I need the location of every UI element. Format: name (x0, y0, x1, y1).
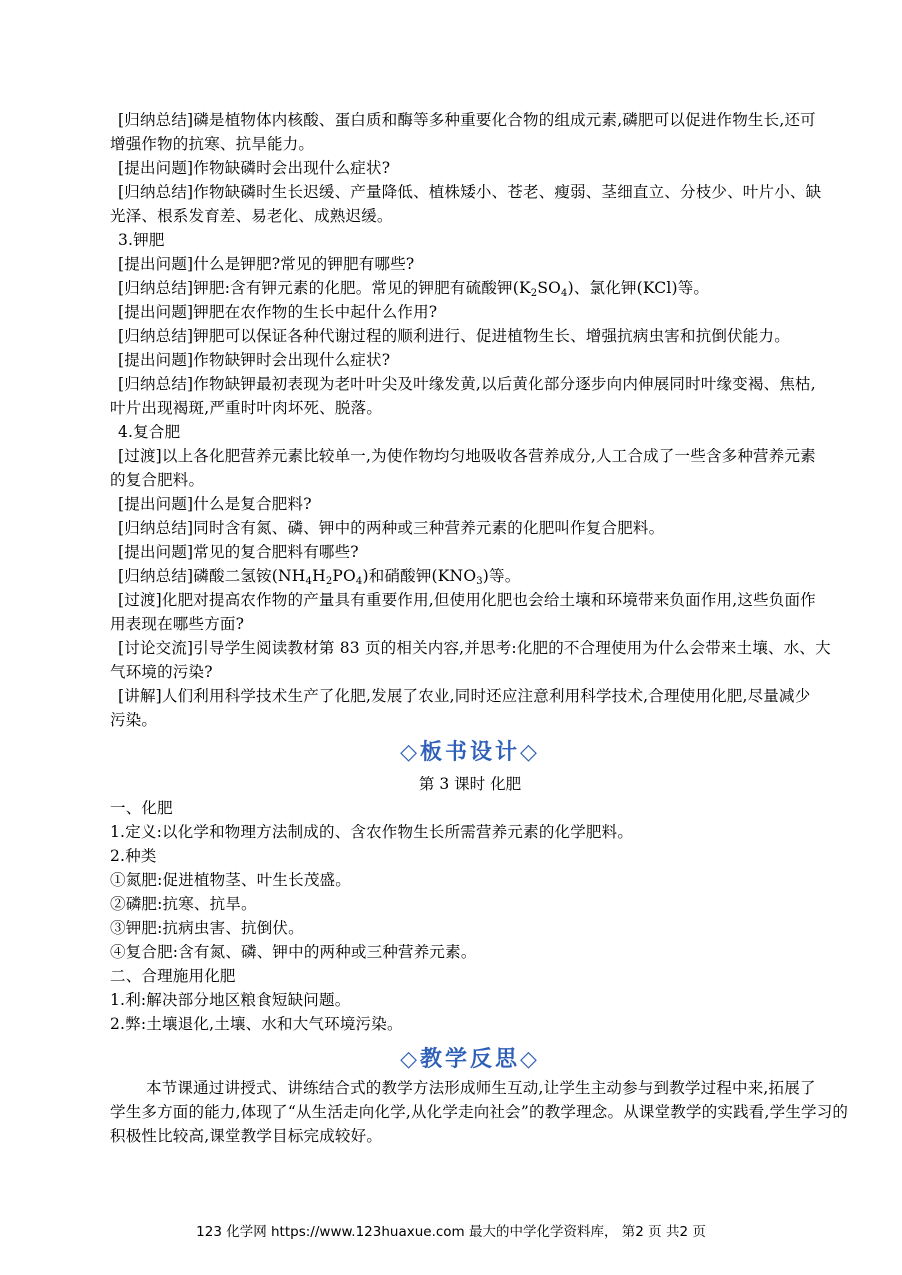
text-line: 增强作物的抗寒、抗旱能力。 (110, 135, 315, 153)
text-line: [归纳总结]作物缺磷时生长迟缓、产量降低、植株矮小、苍老、瘦弱、茎细直立、分枝少、叶片小、缺 (118, 183, 822, 201)
text-line: [过渡]以上各化肥营养元素比较单一,为使作物均匀地吸收各营养成分,人工合成了一些含多种营养元素 (118, 447, 816, 465)
text-line: 光泽、根系发育差、易老化、成熟迟缓。 (110, 207, 393, 225)
text-line: [归纳总结]钾肥可以保证各种代谢过程的顺利进行、促进植物生长、增强抗病虫害和抗倒伏能力。 (118, 327, 790, 345)
text-line: [提出问题]常见的复合肥料有哪些? (118, 543, 359, 561)
text-line: [归纳总结]同时含有氮、磷、钾中的两种或三种营养元素的化肥叫作复合肥料。 (118, 519, 665, 537)
text-line: [提出问题]作物缺磷时会出现什么症状? (118, 159, 391, 177)
text-line: 二、合理施用化肥 (110, 967, 236, 985)
text-line: ②磷肥:抗寒、抗旱。 (110, 895, 257, 913)
text-line: 4.复合肥 (118, 423, 181, 441)
text-line: [提出问题]作物缺钾时会出现什么症状? (118, 351, 391, 369)
text-line: 3.钾肥 (118, 231, 165, 249)
text-line: 1.利:解决部分地区粮食短缺问题。 (110, 991, 351, 1009)
board-design-heading: ◇板书设计◇ (400, 739, 540, 765)
text-line: [归纳总结]磷是植物体内核酸、蛋白质和酶等多种重要化合物的组成元素,磷肥可以促进作物生长,还可 (118, 111, 816, 129)
text-line: ③钾肥:抗病虫害、抗倒伏。 (110, 919, 304, 937)
text-line: 1.定义:以化学和物理方法制成的、含农作物生长所需营养元素的化学肥料。 (110, 823, 634, 841)
text-line: 气环境的污染? (110, 663, 213, 681)
text-line: ④复合肥:含有氮、磷、钾中的两种或三种营养元素。 (110, 943, 477, 961)
text-line: 2.弊:土壤退化,土壤、水和大气环境污染。 (110, 1015, 403, 1033)
text-line: [讨论交流]引导学生阅读教材第 83 页的相关内容,并思考:化肥的不合理使用为什么会带来土壤、水、大 (118, 639, 831, 657)
lesson-title: 第 3 课时 化肥 (418, 775, 522, 793)
section-one-heading: 一、化肥 (110, 799, 173, 817)
compound-examples-line: [归纳总结]磷酸二氢铵$(NH_4H_2PO_4)$和硝酸钾$(KNO_3)$等。 (118, 567, 521, 587)
text-line: ①氮肥:促进植物茎、叶生长茂盛。 (110, 871, 351, 889)
text-line: 用表现在哪些方面? (110, 615, 245, 633)
reflection-heading: ◇教学反思◇ (400, 1046, 540, 1072)
text-line: 学生多方面的能力,体现了“从生活走向化学,从化学走向社会”的教学理念。从课堂教学的实践看,学生学习的 (110, 1103, 849, 1121)
text-line: 叶片出现褐斑,严重时叶肉坏死、脱落。 (110, 399, 383, 417)
text-line: 的复合肥料。 (110, 471, 205, 489)
text-line: [讲解]人们利用科学技术生产了化肥,发展了农业,同时还应注意利用科学技术,合理使用化肥,尽量减少 (118, 687, 811, 705)
text-line: [提出问题]什么是钾肥?常见的钾肥有哪些? (118, 255, 415, 273)
page-footer: 123 化学网 https://www.123huaxue.com 最大的中学化学资料库， 第2 页 共2 页 (196, 1224, 706, 1240)
text-line: 积极性比较高,课堂教学目标完成较好。 (110, 1127, 383, 1145)
potash-examples-line: [归纳总结]钾肥:含有钾元素的化肥。常见的钾肥有硫酸钾$(K_2SO_4)$、氯化钾(KCl)等。 (118, 279, 710, 299)
text-line: 污染。 (110, 711, 158, 729)
text-line: [提出问题]什么是复合肥料? (118, 495, 312, 513)
text-line: [过渡]化肥对提高农作物的产量具有重要作用,但使用化肥也会给土壤和环境带来负面作用,这些负面作 (118, 591, 816, 609)
text-line: 2.种类 (110, 847, 157, 865)
text-line: 本节课通过讲授式、讲练结合式的教学方法形成师生互动,让学生主动参与到教学过程中来,拓展了 (146, 1079, 816, 1097)
text-line: [归纳总结]作物缺钾最初表现为老叶叶尖及叶缘发黄,以后黄化部分逐步向内伸展同时叶缘变褐、焦枯, (118, 375, 816, 393)
text-line: [提出问题]钾肥在农作物的生长中起什么作用? (118, 303, 438, 321)
